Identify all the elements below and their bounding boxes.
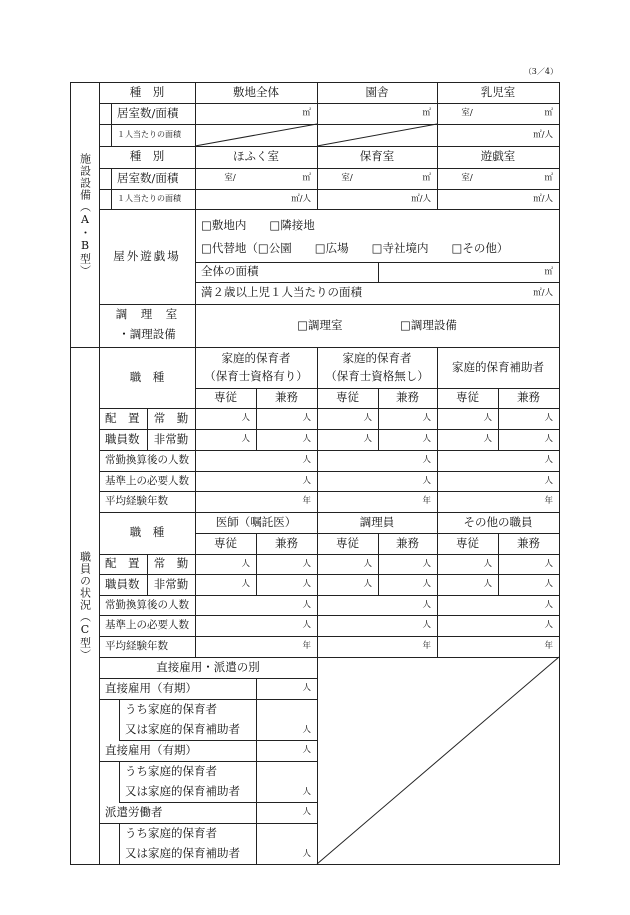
kitchen-options[interactable]: □調理室 □調理設備 [297, 317, 457, 332]
unit-cell: 人 [302, 558, 311, 569]
unit-cell: 人 [483, 413, 492, 424]
fulltime-label: 常 勤 [153, 556, 189, 571]
kitchen-label-1: 調 理 室 [115, 307, 179, 322]
unit-cell: 人 [422, 413, 431, 424]
full-label: 専従 [456, 535, 479, 550]
section-staff-label: 職員の状況（C型） [78, 550, 92, 661]
rooms-area-label: 居室数/面積 [117, 105, 179, 120]
unit-cell: 人 [302, 413, 311, 424]
sub-line-1: うち家庭的保育者 [125, 764, 217, 779]
converted-label: 常勤換算後の人数 [105, 598, 189, 611]
unit-cell: 人 [302, 599, 311, 610]
direct-employment-1: 直接雇用（有期） [105, 680, 197, 695]
col-crawl-room: ほふく室 [233, 149, 279, 164]
unit-cell: 人 [544, 413, 553, 424]
full-label: 専従 [214, 535, 237, 550]
unit-cell: 人 [544, 620, 553, 631]
unit-cell: 人 [422, 475, 431, 486]
unit-cell: 人 [302, 434, 311, 445]
unit-cell: 人 [241, 558, 250, 569]
placement-label: 配 置 [105, 556, 140, 571]
header-home-nurse-assistant: 家庭的保育補助者 [452, 359, 544, 374]
unit-person: 人 [302, 683, 311, 694]
header-line: 家庭的保育者 [342, 351, 412, 366]
header-line: （保育士資格有り） [204, 368, 308, 383]
unit-cell: 年 [302, 496, 311, 507]
staff-type-label: 職 種 [129, 369, 165, 384]
full-label: 専従 [336, 535, 359, 550]
avg-years-label: 平均経験年数 [105, 640, 168, 653]
kitchen-label-2: ・調理設備 [118, 327, 176, 342]
unit-cell: 年 [544, 641, 553, 652]
unit-cell: 人 [363, 434, 372, 445]
unit-cell: 人 [483, 558, 492, 569]
outdoor-options-2[interactable]: □代替地（□公園 □広場 □寺社境内 □その他） [201, 241, 509, 256]
unit-cell: 年 [302, 641, 311, 652]
page-number: （3／4） [523, 67, 558, 76]
required-label: 基準上の必要人数 [105, 474, 189, 487]
unit-person: 人 [302, 848, 311, 859]
unit-room: 室/ [461, 173, 473, 184]
sub-line-1: うち家庭的保育者 [125, 826, 217, 841]
unit-person: 人 [302, 807, 311, 818]
col-site-total: 敷地全体 [233, 85, 279, 100]
unit-room: 室/ [341, 173, 353, 184]
col-infant-room: 乳児室 [480, 85, 516, 100]
dual-label: 兼務 [275, 535, 298, 550]
unit-m2-per: ㎡/人 [291, 193, 311, 204]
fulltime-label: 常 勤 [153, 410, 189, 425]
sub-line-1: うち家庭的保育者 [125, 702, 217, 717]
unit-cell: 人 [544, 558, 553, 569]
unit-cell: 人 [302, 620, 311, 631]
unit-cell: 人 [422, 434, 431, 445]
parttime-label: 非常勤 [153, 576, 189, 591]
unit-m2: ㎡ [302, 173, 311, 184]
unit-m2-per: ㎡/人 [411, 193, 431, 204]
unit-m2: ㎡ [544, 108, 553, 119]
total-area-label: 全体の面積 [201, 264, 259, 279]
over2-area-label: 満２歳以上児１人当たりの面積 [201, 285, 362, 300]
type-label: 種 別 [129, 85, 165, 100]
placement-label: 配 置 [105, 410, 140, 425]
unit-room: 室/ [224, 173, 236, 184]
form-table [70, 82, 560, 865]
dispatch-worker: 派遣労働者 [105, 804, 163, 819]
per-person-label: １人当たりの面積 [117, 130, 181, 139]
unit-m2: ㎡ [544, 173, 553, 184]
header-cook: 調理員 [359, 514, 395, 529]
unit-cell: 人 [483, 434, 492, 445]
unit-cell: 人 [422, 455, 431, 466]
unit-cell: 年 [422, 496, 431, 507]
outdoor-options-1[interactable]: □敷地内 □隣接地 [201, 218, 315, 233]
unit-cell: 人 [422, 599, 431, 610]
full-label: 専従 [456, 390, 479, 405]
unit-cell: 人 [483, 579, 492, 590]
header-other-staff: その他の職員 [463, 514, 533, 529]
unit-cell: 人 [422, 558, 431, 569]
unit-m2-per: ㎡/人 [533, 129, 553, 140]
unit-cell: 人 [544, 579, 553, 590]
rooms-area-label: 居室数/面積 [117, 170, 179, 185]
unit-cell: 人 [241, 434, 250, 445]
unit-m2-per: ㎡/人 [533, 287, 553, 298]
unit-cell: 人 [241, 413, 250, 424]
unit-cell: 人 [544, 455, 553, 466]
unit-m2: ㎡ [302, 108, 311, 119]
col-building: 園舎 [365, 85, 389, 100]
unit-m2: ㎡ [544, 266, 553, 277]
unit-person: 人 [302, 724, 311, 735]
type-label: 種 別 [129, 149, 165, 164]
per-person-label: １人当たりの面積 [117, 194, 181, 203]
unit-cell: 人 [363, 579, 372, 590]
col-play-room: 遊戯室 [480, 149, 516, 164]
staffcount-label: 職員数 [105, 431, 140, 446]
dual-label: 兼務 [517, 535, 540, 550]
dual-label: 兼務 [275, 390, 298, 405]
sub-line-2: 又は家庭的保育補助者 [125, 784, 240, 799]
unit-cell: 人 [544, 599, 553, 610]
unit-m2: ㎡ [422, 173, 431, 184]
unit-person: 人 [302, 745, 311, 756]
unit-room: 室/ [461, 108, 473, 119]
dual-label: 兼務 [396, 535, 419, 550]
unit-cell: 人 [544, 475, 553, 486]
unit-cell: 人 [363, 558, 372, 569]
unit-m2-per: ㎡/人 [533, 193, 553, 204]
direct-employment-2: 直接雇用（有期） [105, 742, 197, 757]
avg-years-label: 平均経験年数 [105, 495, 168, 508]
staff-type-label: 職 種 [129, 525, 165, 540]
unit-cell: 人 [422, 620, 431, 631]
unit-cell: 人 [302, 455, 311, 466]
dual-label: 兼務 [396, 390, 419, 405]
header-home-nurse-unqualified [317, 347, 437, 388]
header-line: （保育士資格無し） [325, 368, 429, 383]
header-doctor: 医師（嘱託医） [215, 514, 297, 529]
header-line: 家庭的保育者 [221, 351, 291, 366]
unit-cell: 人 [363, 413, 372, 424]
full-label: 専従 [336, 390, 359, 405]
unit-cell: 年 [422, 641, 431, 652]
unit-person: 人 [302, 786, 311, 797]
header-home-nurse-qualified [195, 347, 317, 388]
parttime-label: 非常勤 [153, 431, 189, 446]
required-label: 基準上の必要人数 [105, 619, 189, 632]
employment-header: 直接雇用・派遣の別 [156, 659, 260, 674]
unit-cell: 人 [241, 579, 250, 590]
full-label: 専従 [214, 390, 237, 405]
unit-cell: 人 [544, 434, 553, 445]
outdoor-label: 屋外遊戯場 [113, 248, 181, 263]
converted-label: 常勤換算後の人数 [105, 454, 189, 467]
sub-line-2: 又は家庭的保育補助者 [125, 722, 240, 737]
section-facility-label: 施設設備（A・B型） [78, 153, 92, 277]
unit-m2: ㎡ [422, 108, 431, 119]
unit-cell: 人 [422, 579, 431, 590]
staffcount-label: 職員数 [105, 576, 140, 591]
sub-line-2: 又は家庭的保育補助者 [125, 846, 240, 861]
unit-cell: 人 [302, 475, 311, 486]
col-nursery-room: 保育室 [359, 149, 395, 164]
unit-cell: 人 [302, 579, 311, 590]
unit-cell: 年 [544, 496, 553, 507]
dual-label: 兼務 [517, 390, 540, 405]
